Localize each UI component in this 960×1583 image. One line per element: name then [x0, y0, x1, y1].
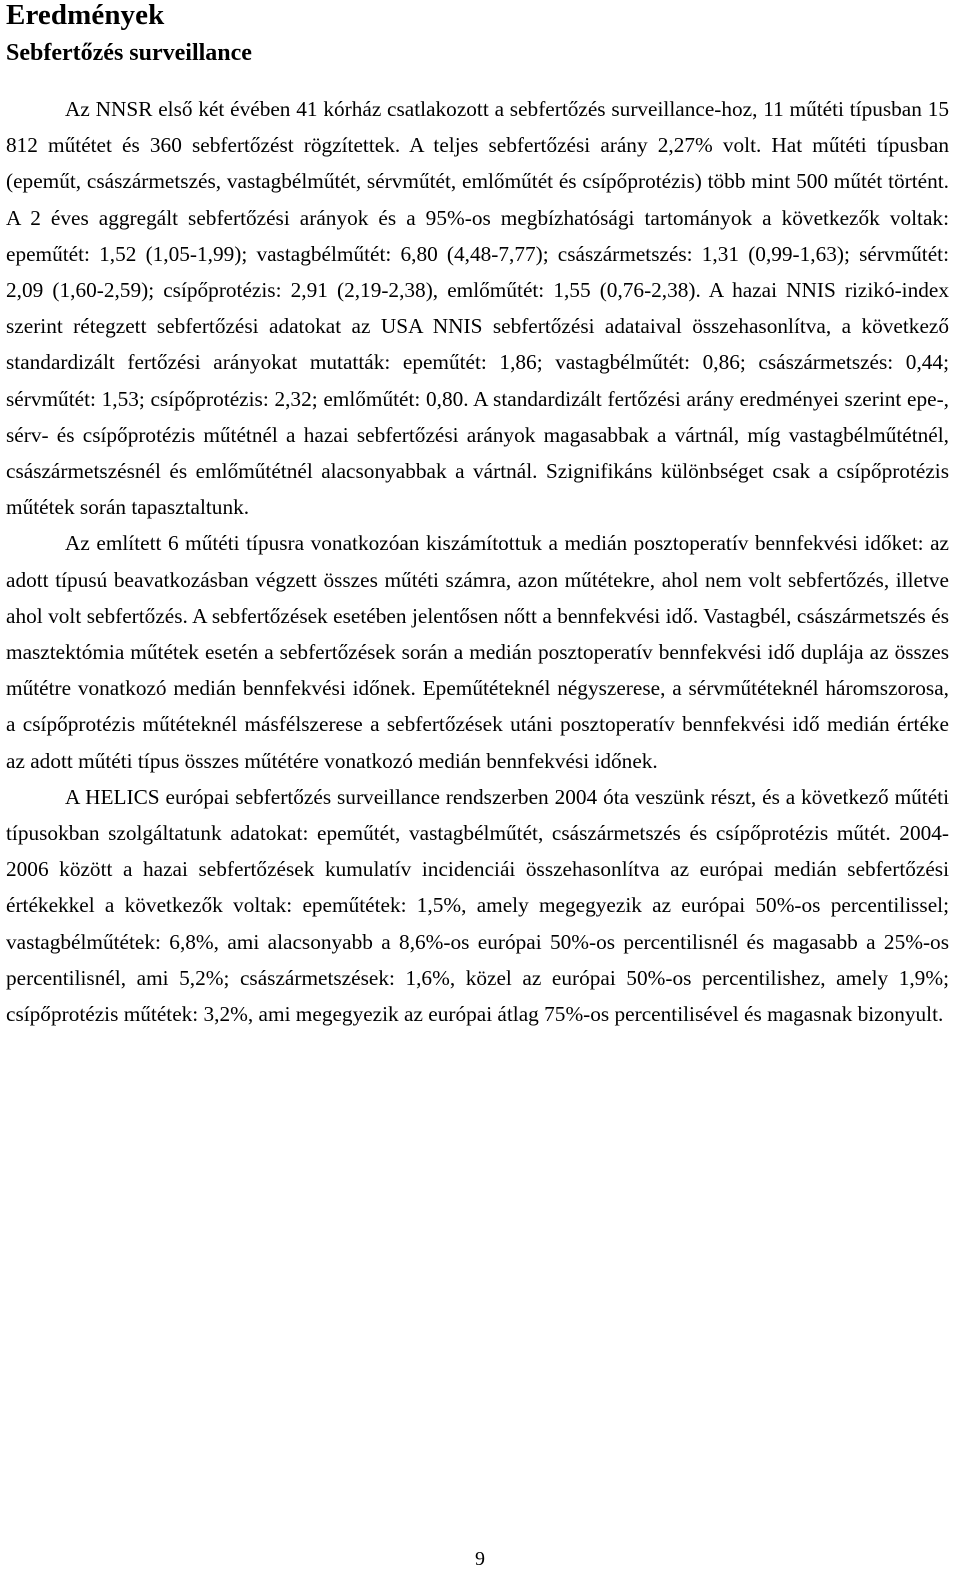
document-page: [6, 0, 949, 1032]
paragraph-surveillance-results: Az NNSR első két évében 41 kórház csatlakozott a sebfertőzés surveillance-hoz, 11 műtéti típusban 15 812 műtétet és 360 sebfertőzést rögzítettek. A teljes sebfertőzési arány 2,27% volt. Hat műtéti típusban (epeműt, császármetszés, vastagbélműtét, sérvműtét, emlőműtét és csípőprotézis) több mint 500 műtét történt. A 2 éves aggregált sebfertőzési arányok és a 95%-os megbízhatósági tartományok a következők voltak: epeműtét: 1,52 (1,05-1,99); vastagbélműtét: 6,80 (4,48-7,77); császármetszés: 1,31 (0,99-1,63); sérvműtét: 2,09 (1,60-2,59); csípőprotézis: 2,91 (2,19-2,38), emlőműtét: 1,55 (0,76-2,38). A hazai NNIS rizikó-index szerint rétegzett sebfertőzési adatokat az USA NNIS sebfertőzési adataival összehasonlítva, a következő standardizált fertőzési arányokat mutatták: epeműtét: 1,86; vastagbélműtét: 0,86; császármetszés: 0,44; sérvműtét: 1,53; csípőprotézis: 2,32; emlőműtét: 0,80. A standardizált fertőzési arány eredményei szerint epe-, sérv- és csípőprotézis műtétnél a hazai sebfertőzési arányok magasabbak a vártnál, míg vastagbélműtétnél, császármetszésnél és emlőműtétnél alacsonyabbak a vártnál. Szignifikáns különbséget csak a csípőprotézis műtétek során tapasztaltunk.: [6, 97, 949, 520]
paragraph-helics-comparison: A HELICS európai sebfertőzés surveillance rendszerben 2004 óta veszünk részt, és a következő műtéti típusokban szolgáltatunk adatokat: epeműtét, vastagbélműtét, császármetszés és csípőprotézis műtét. 2004-2006 között a hazai sebfertőzések kumulatív incidenciái összehasonlítva az európai medián sebfertőzési értékekkel a következők voltak: epeműtétek: 1,5%, amely megegyezik az európai 50%-os percentilissel; vastagbélműtétek: 6,8%, ami alacsonyabb a 8,6%-os európai 50%-os percentilisnél és magasabb a 25%-os percentilisnél, ami 5,2%; császármetszések: 1,6%, közel az európai 50%-os percentilishez, amely 1,9%; csípőprotézis műtétek: 3,2%, ami megegyezik az európai átlag 75%-os percentilisével és magasnak bizonyult.: [6, 784, 949, 1027]
body-text: [6, 91, 949, 1032]
document-title: Eredmények: [6, 0, 165, 31]
page-number: 9: [475, 1548, 485, 1570]
section-title: Sebfertőzés surveillance: [6, 40, 252, 66]
paragraph-length-of-stay: Az említett 6 műtéti típusra vonatkozóan kiszámítottuk a medián posztoperatív bennfekvési időket: az adott típusú beavatkozásban végzett összes műtéti számra, azon műtétekre, ahol nem volt sebfertőzés, illetve ahol volt sebfertőzés. A sebfertőzések esetében jelentősen nőtt a bennfekvési idő. Vastagbél, császármetszés és masztektómia műtétek esetén a sebfertőzések során a medián posztoperatív bennfekvési idő duplája az összes műtétre vonatkozó medián bennfekvési időnek. Epeműtéteknél négyszerese, a sérvműtéteknél háromszorosa, a csípőprotézis műtéteknél másfélszerese a sebfertőzések utáni posztoperatív bennfekvési idő medián értéke az adott műtéti típus összes műtétére vonatkozó medián bennfekvési időnek.: [6, 531, 949, 773]
